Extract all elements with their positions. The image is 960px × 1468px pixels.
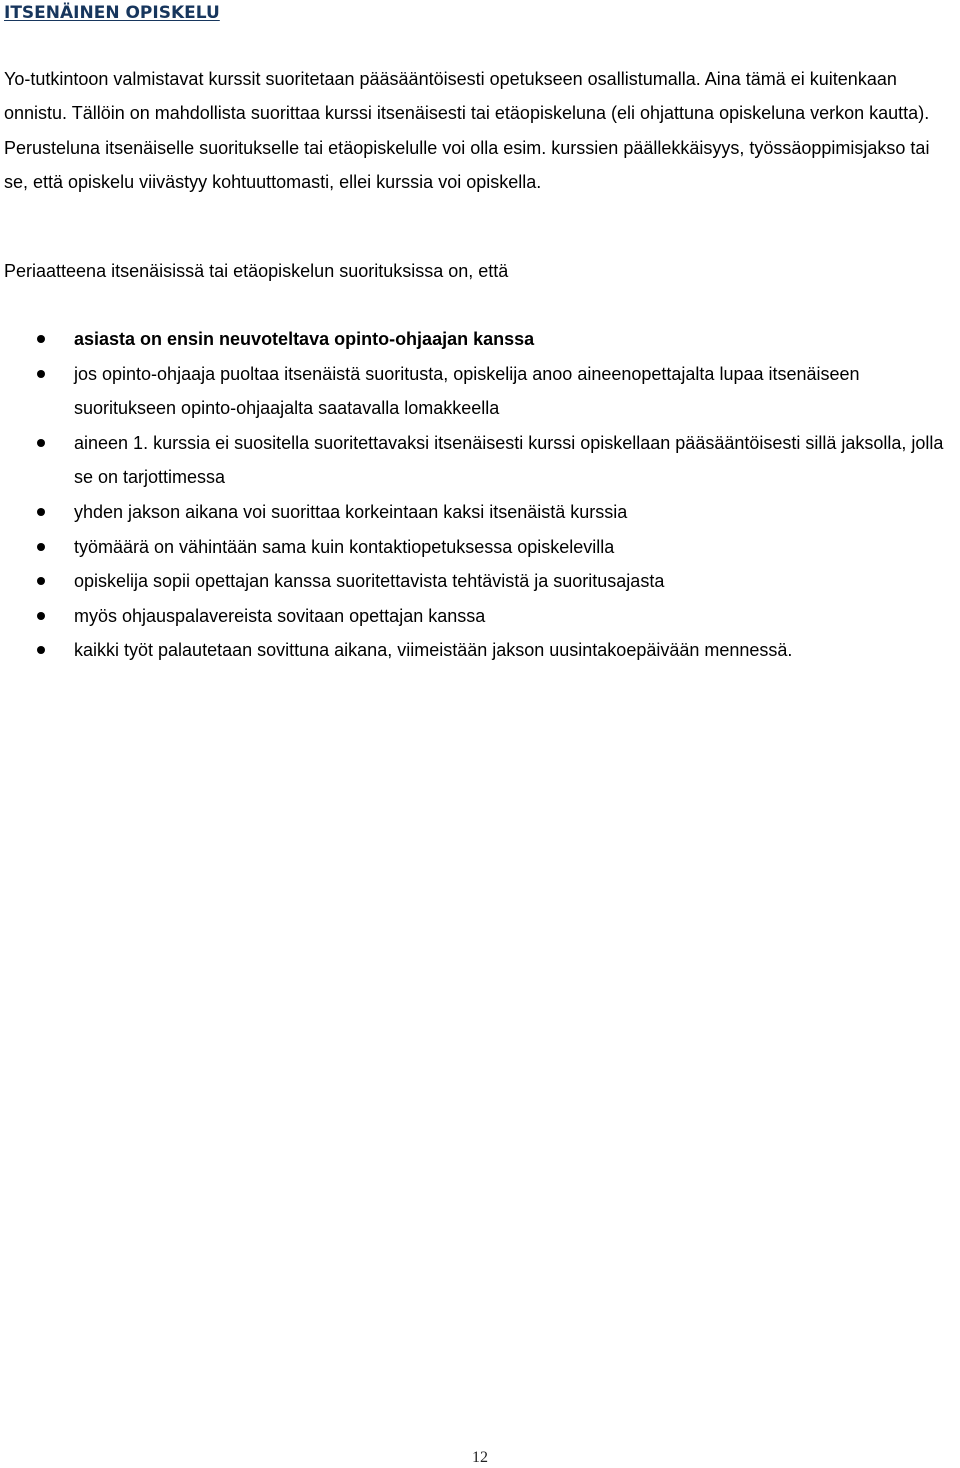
bullet-icon (37, 646, 45, 654)
list-item-text: myös ohjauspalavereista sovitaan opettajan kanssa (74, 605, 486, 626)
bullet-icon (37, 439, 45, 447)
list-item (0, 495, 958, 530)
bullet-icon (37, 508, 45, 516)
list-item-text: aineen 1. kurssia ei suositella suoritettavaksi itsenäisesti kurssi opiskellaan pääsääntöisesti sillä jaksolla, jolla se on tarjottimessa (74, 432, 944, 488)
list-item-text: opiskelija sopii opettajan kanssa suoritettavista tehtävistä ja suoritusajasta (74, 571, 665, 592)
list-item-text: kaikki työt palautetaan sovittuna aikana, viimeistään jakson uusintakoepäivään mennessä. (74, 640, 793, 661)
bullet-icon (37, 370, 45, 378)
list-item-text: yhden jakson aikana voi suorittaa korkeintaan kaksi itsenäistä kurssia (74, 501, 628, 522)
list-item (0, 599, 958, 634)
list-item (0, 357, 958, 426)
page-title: ITSENÄINEN OPISKELU (4, 3, 220, 23)
list-item-text: asiasta on ensin neuvoteltava opinto-ohjaajan kanssa (74, 329, 535, 349)
list-item (0, 426, 958, 495)
intro-paragraph: Yo-tutkintoon valmistavat kurssit suoritetaan pääsääntöisesti opetukseen osallistumalla. Aina tämä ei kuitenkaan onnistu. Tällöin on mahdollista suorittaa kurssi itsenäisesti tai etäopiskeluna (eli ohjattuna opiskeluna verkon kautta). Perusteluna itsenäiselle suoritukselle tai etäopiskelulle voi olla esim. kurssien päällekkäisyys, työssäoppimisjakso tai se, että opiskelu viivästyy kohtuuttomasti, ellei kurssia voi opiskella. (4, 69, 930, 193)
principle-lead-text: Periaatteena itsenäisissä tai etäopiskelun suorituksissa on, että (4, 261, 509, 281)
list-item (0, 633, 958, 668)
rules-list (0, 322, 958, 668)
list-item-text: työmäärä on vähintään sama kuin kontaktiopetuksessa opiskelevilla (74, 536, 615, 557)
list-item (0, 530, 958, 565)
bullet-icon (37, 612, 45, 620)
page-number: 12 (472, 1449, 488, 1466)
bullet-icon (37, 335, 45, 343)
bullet-icon (37, 543, 45, 551)
list-item (0, 322, 958, 357)
list-item (0, 564, 958, 599)
list-item-text: jos opinto-ohjaaja puoltaa itsenäistä suoritusta, opiskelija anoo aineenopettajalta lupaa itsenäiseen suoritukseen opinto-ohjaajalta saatavalla lomakkeella (74, 363, 860, 419)
bullet-icon (37, 577, 45, 585)
